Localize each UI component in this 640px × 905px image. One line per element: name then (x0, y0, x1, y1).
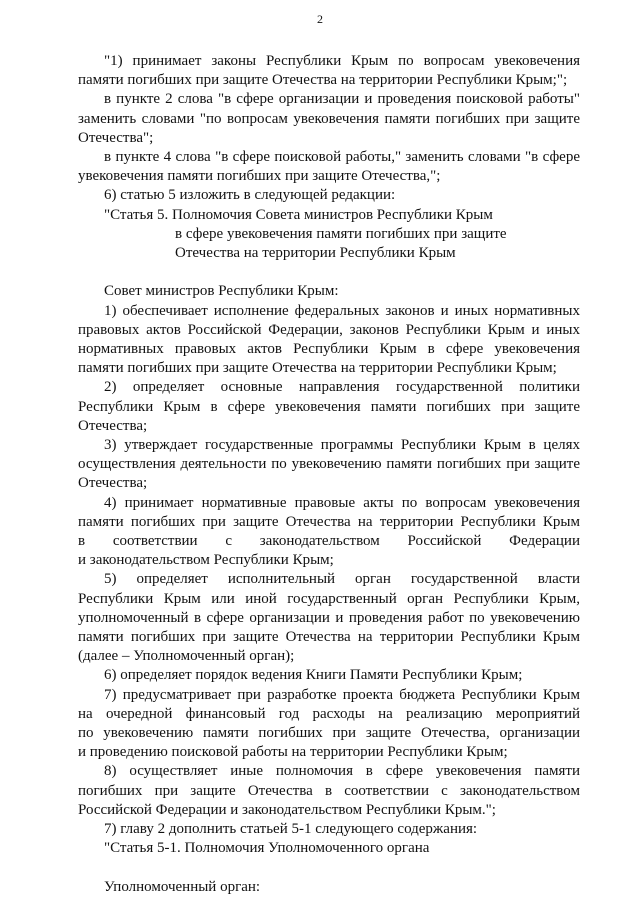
text-line: памяти погибших при защите Отечества на территории Республики Крым (78, 629, 580, 645)
text-line: заменить словами "по вопросам увековечения памяти погибших при защите (78, 110, 580, 127)
text-line: Отечества на территории Республики Крым (175, 245, 456, 261)
text-line: и проведению поисковой работы на территории Республики Крым; (78, 744, 508, 761)
text-line: Отечества; (78, 417, 148, 434)
text-line: нормативных правовых актов Республики Крым в сфере увековечения (78, 341, 580, 357)
text-line: 3) утверждает государственные программы Республики Крым в целях (104, 437, 580, 453)
page-number: 2 (317, 12, 323, 26)
text-line: Отечества"; (78, 129, 154, 146)
text-line: уполномоченный в сфере организации и проведения работ по увековечению (78, 609, 580, 626)
text-line: Республики Крым в сфере увековечения памяти погибших при защите (78, 398, 580, 415)
text-line: памяти погибших при защите Отечества на территории Республики Крым (78, 513, 580, 530)
text-line: 8) осуществляет иные полномочия в сфере увековечения памяти (104, 763, 580, 780)
text-line: по увековечению памяти погибших при защите Отечества, организации (78, 725, 580, 741)
text-line: правовых актов Российской Федерации, законов Республики Крым и иных (78, 321, 580, 338)
text-line: 7) главу 2 дополнить статьей 5-1 следующего содержания: (104, 821, 478, 837)
text-line: "Статья 5. Полномочия Совета министров Республики Крым (104, 206, 493, 223)
text-line: Республики Крым или иной государственный орган Республики Крым, (78, 590, 580, 607)
text-line: и законодательством Республики Крым; (78, 552, 334, 569)
text-line: увековечения памяти погибших при защите Отечества,"; (78, 168, 441, 185)
text-line: в сфере увековечения памяти погибших при защите (175, 225, 507, 242)
text-line: 4) принимает нормативные правовые акты по вопросам увековечения (104, 494, 580, 511)
text-line: 1) обеспечивает исполнение федеральных законов и иных нормативных (104, 302, 580, 319)
text-line: Отечества; (78, 475, 148, 492)
text-line: Совет министров Республики Крым: (104, 283, 339, 300)
text-line: в соответствии с законодательством Российской Федерации (78, 533, 580, 549)
text-line: в пункте 4 слова "в сфере поисковой работы," заменить словами "в сфере (104, 149, 580, 165)
text-line: на очередной финансовый год расходы на реализацию мероприятий (78, 705, 580, 722)
text-line: 6) статью 5 изложить в следующей редакции: (104, 187, 396, 204)
text-line: в пункте 2 слова "в сфере организации и проведения поисковой работы" (104, 91, 580, 108)
text-line: 6) определяет порядок ведения Книги Памяти Республики Крым; (104, 667, 523, 684)
text-line: "Статья 5-1. Полномочия Уполномоченного органа (104, 840, 430, 857)
text-line: памяти погибших при защите Отечества на территории Республики Крым;"; (78, 72, 568, 89)
text-line: Российской Федерации и законодательством Республики Крым."; (78, 801, 496, 818)
text-line: погибших при защите Отечества в соответствии с законодательством (78, 782, 580, 799)
text-line: памяти погибших при защите Отечества на территории Республики Крым; (78, 360, 557, 377)
text-line: Уполномоченный орган: (104, 878, 261, 895)
text-line: 2) определяет основные направления государственной политики (104, 379, 580, 396)
text-line: "1) принимает законы Республики Крым по вопросам увековечения (104, 53, 580, 69)
text-line: осуществления деятельности по увековечению памяти погибших при защите (78, 456, 580, 473)
text-line: 7) предусматривает при разработке проекта бюджета Республики Крым (104, 686, 580, 703)
text-line: (далее – Уполномоченный орган); (78, 648, 295, 665)
text-line: 5) определяет исполнительный орган государственной власти (104, 571, 580, 588)
